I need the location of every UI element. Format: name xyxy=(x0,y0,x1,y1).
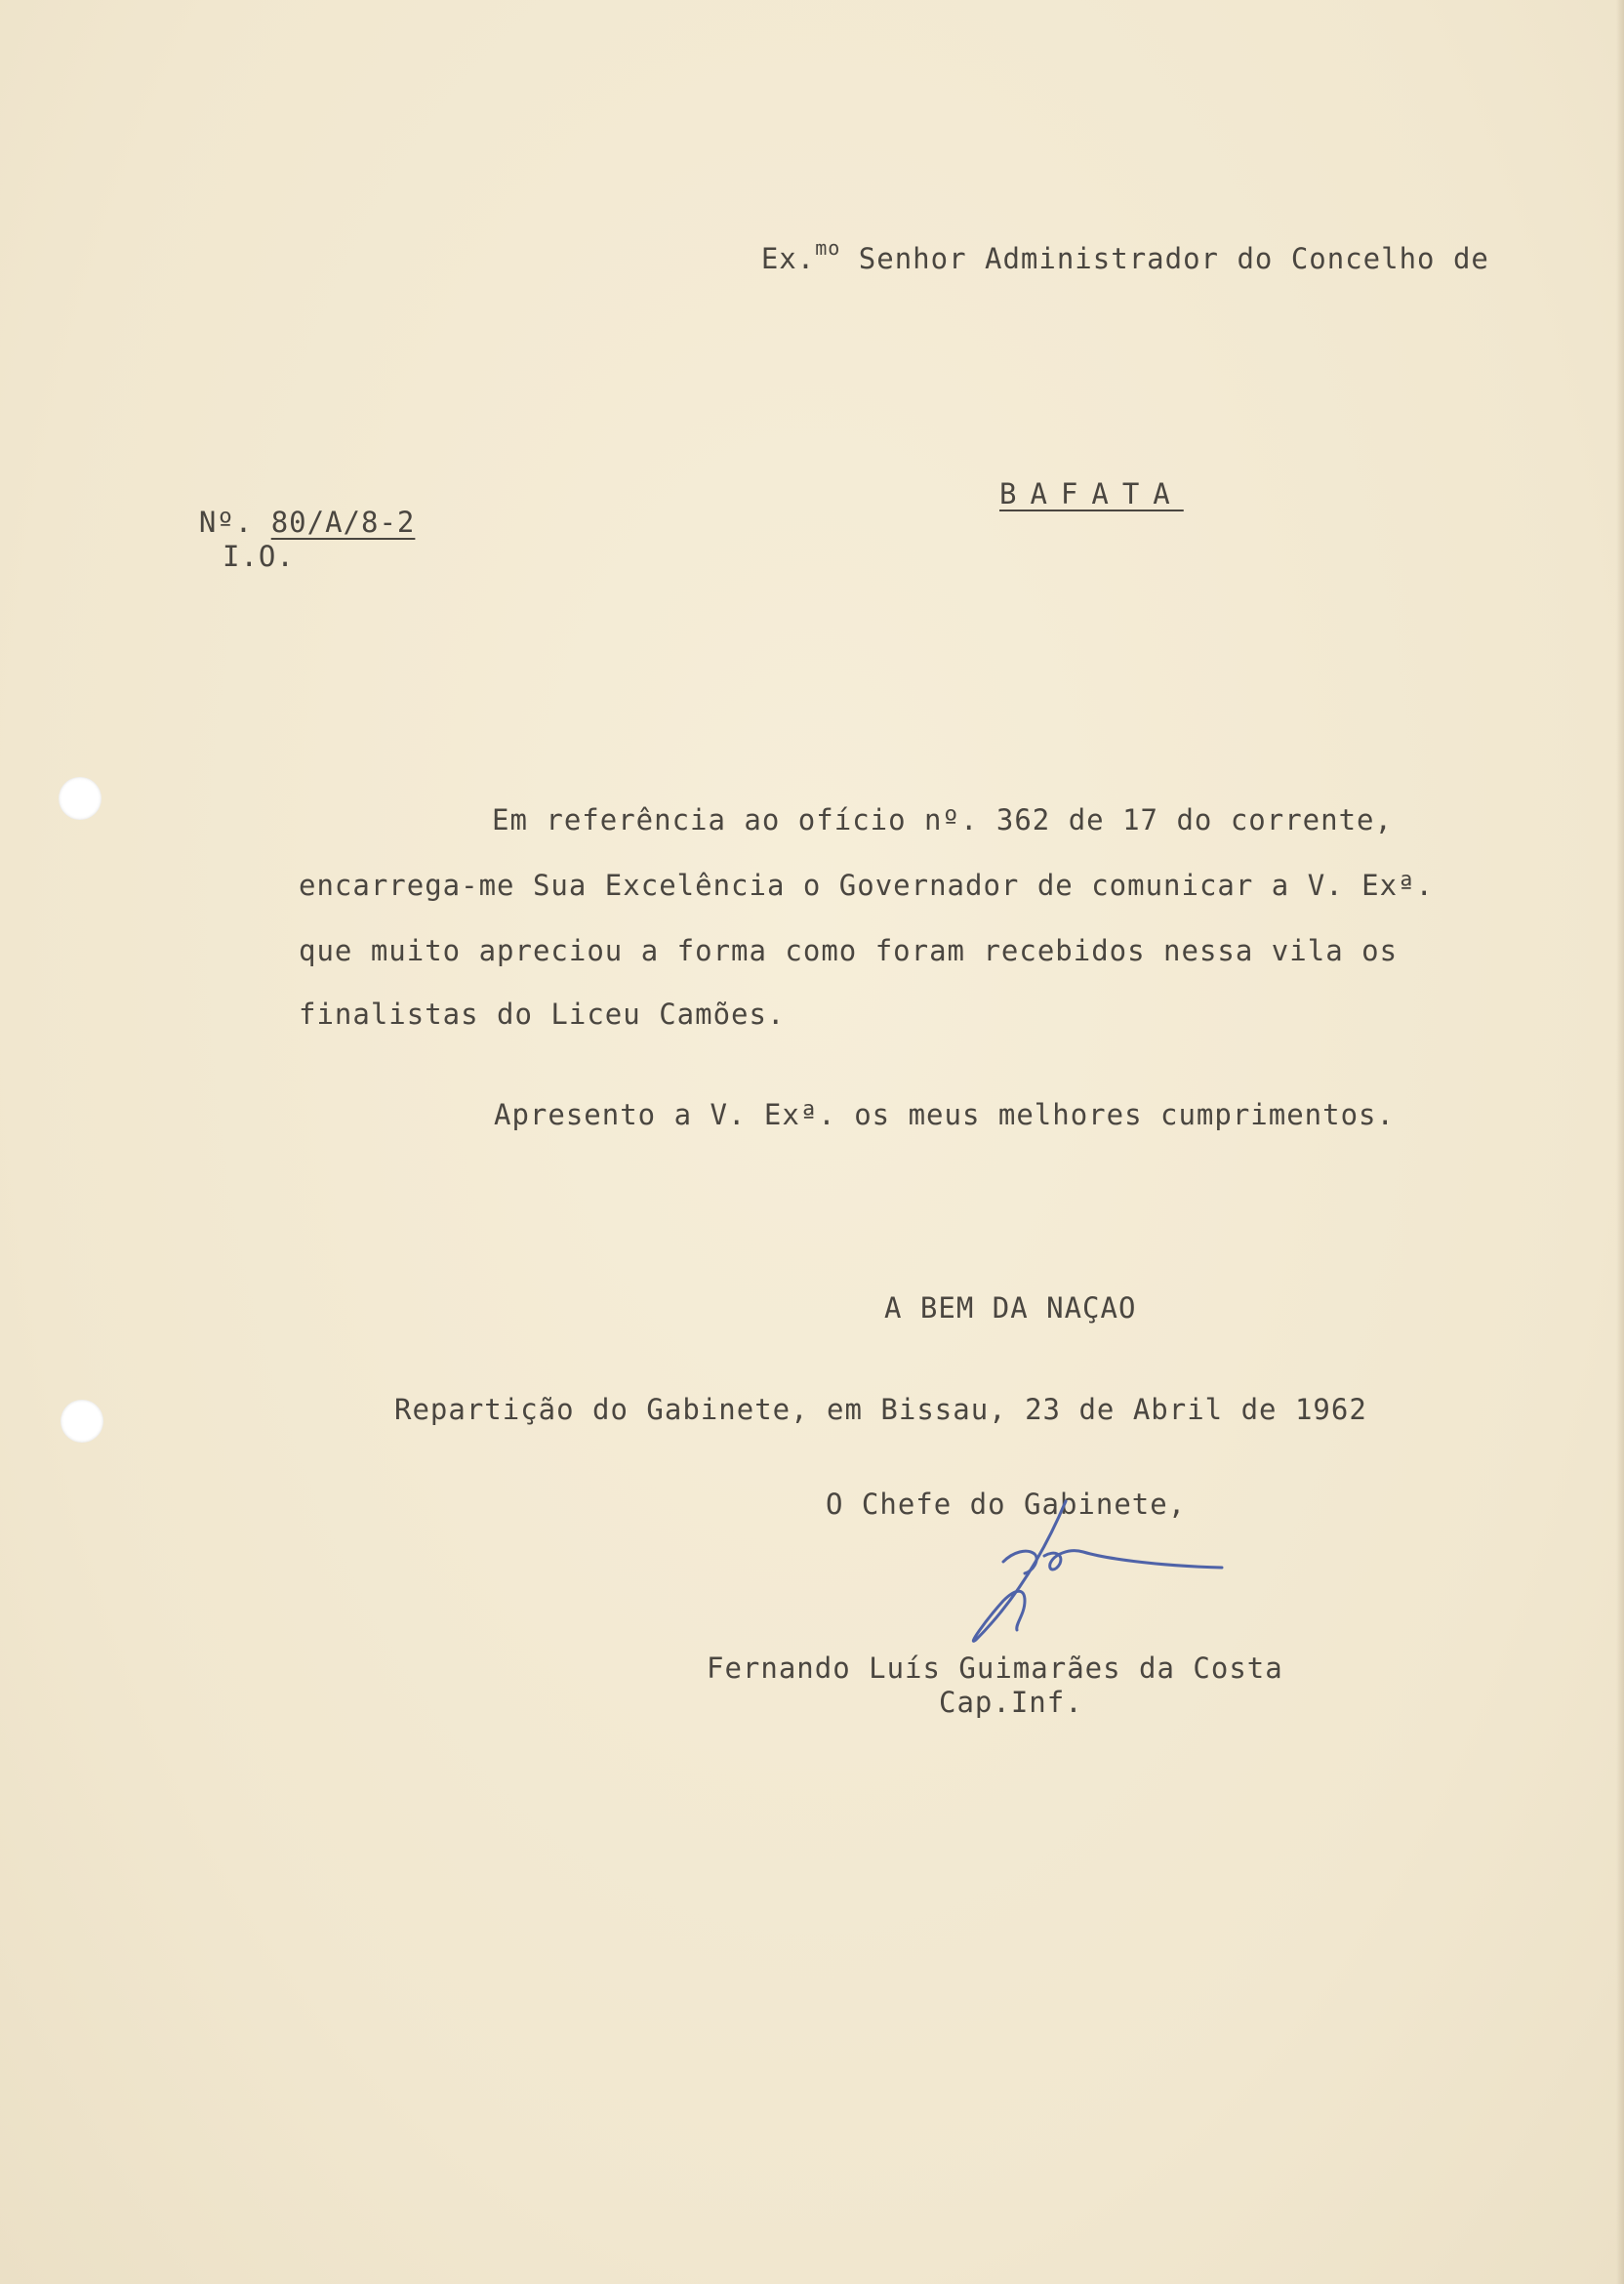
signer-title: O Chefe do Gabinete, xyxy=(826,1488,1187,1521)
body-line-2: encarrega-me Sua Excelência o Governador de comunicar a V. Exª. xyxy=(299,869,1434,902)
reference-code: I.O. xyxy=(223,540,295,573)
signer-name: Fernando Luís Guimarães da Costa xyxy=(707,1652,1283,1685)
addressee-superscript: mo xyxy=(815,236,841,260)
body-line-3: que muito apreciou a forma como foram recebidos nessa vila os xyxy=(299,934,1399,967)
punch-hole-top xyxy=(59,777,102,820)
body-line-1: Em referência ao ofício nº. 362 de 17 do corrente, xyxy=(492,803,1393,836)
number-label: Nº. xyxy=(198,506,254,539)
place-heading: BAFATA xyxy=(999,477,1184,510)
number-value: 80/A/8-2 xyxy=(270,506,416,539)
addressee-rest: Senhor Administrador do Concelho de xyxy=(858,242,1489,275)
punch-hole-bottom xyxy=(61,1400,103,1443)
handwritten-signature xyxy=(956,1493,1249,1650)
body-line-4: finalistas do Liceu Camões. xyxy=(299,998,786,1031)
closing-line: Apresento a V. Exª. os meus melhores cumprimentos. xyxy=(494,1098,1395,1131)
signer-rank: Cap.Inf. xyxy=(939,1686,1083,1719)
addressee-prefix: Ex. xyxy=(760,242,816,275)
motto: A BEM DA NAÇAO xyxy=(884,1291,1137,1325)
date-line: Repartição do Gabinete, em Bissau, 23 de Abril de 1962 xyxy=(394,1393,1367,1426)
addressee-line xyxy=(689,217,1489,302)
